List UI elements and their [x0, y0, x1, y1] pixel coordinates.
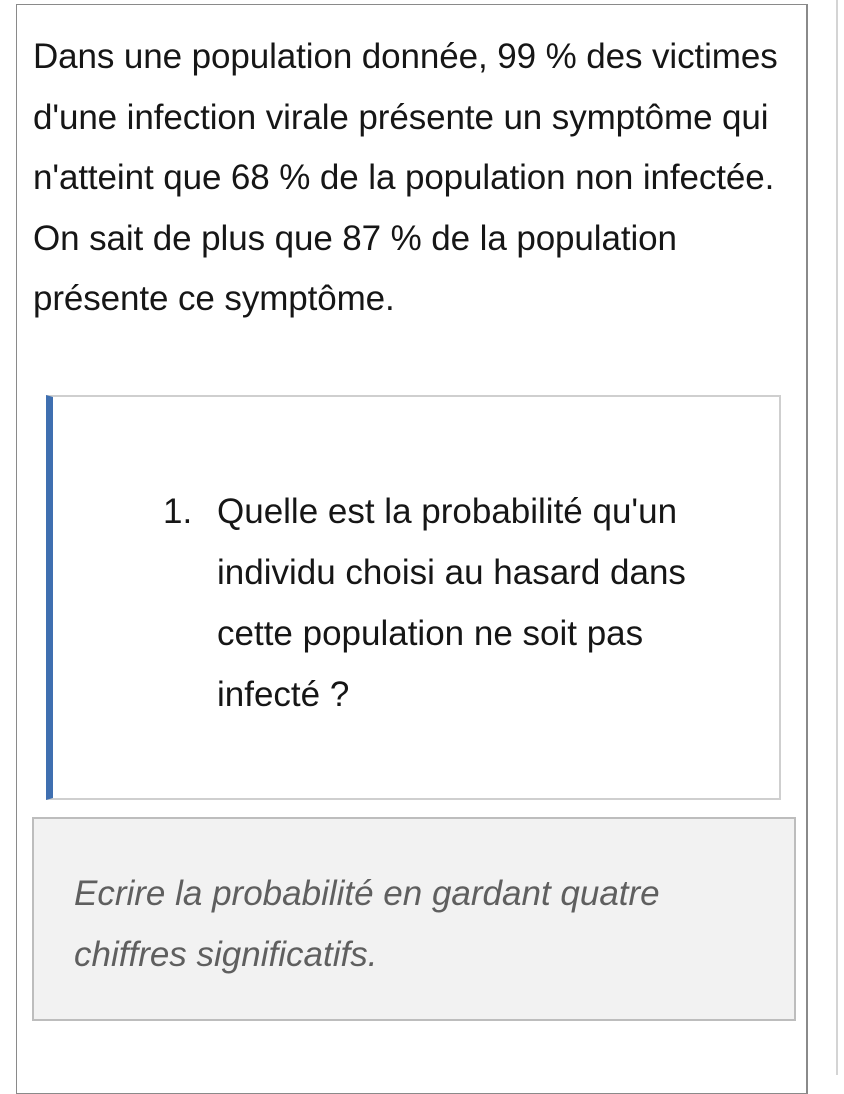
- question-text: Quelle est la probabilité qu'un individu choisi au hasard dans cette population ne soit pas infecté ?: [217, 492, 686, 714]
- answer-hint-text: Ecrire la probabilité en gardant quatre chiffres significatifs.: [74, 874, 660, 974]
- problem-statement: Dans une population donnée, 99 % des victimes d'une infection virale présente un symptôme qui n'atteint que 68 % de la population non infectée. On sait de plus que 87 % de la population présente ce symptôme.: [33, 37, 778, 318]
- scroll-edge: [836, 0, 838, 1075]
- question-number: 1.: [163, 492, 193, 531]
- question-list: [163, 481, 723, 725]
- answer-hint-box: [32, 817, 796, 1021]
- question-item: [163, 481, 723, 725]
- question-box: [46, 395, 781, 800]
- exercise-card: [16, 4, 808, 1094]
